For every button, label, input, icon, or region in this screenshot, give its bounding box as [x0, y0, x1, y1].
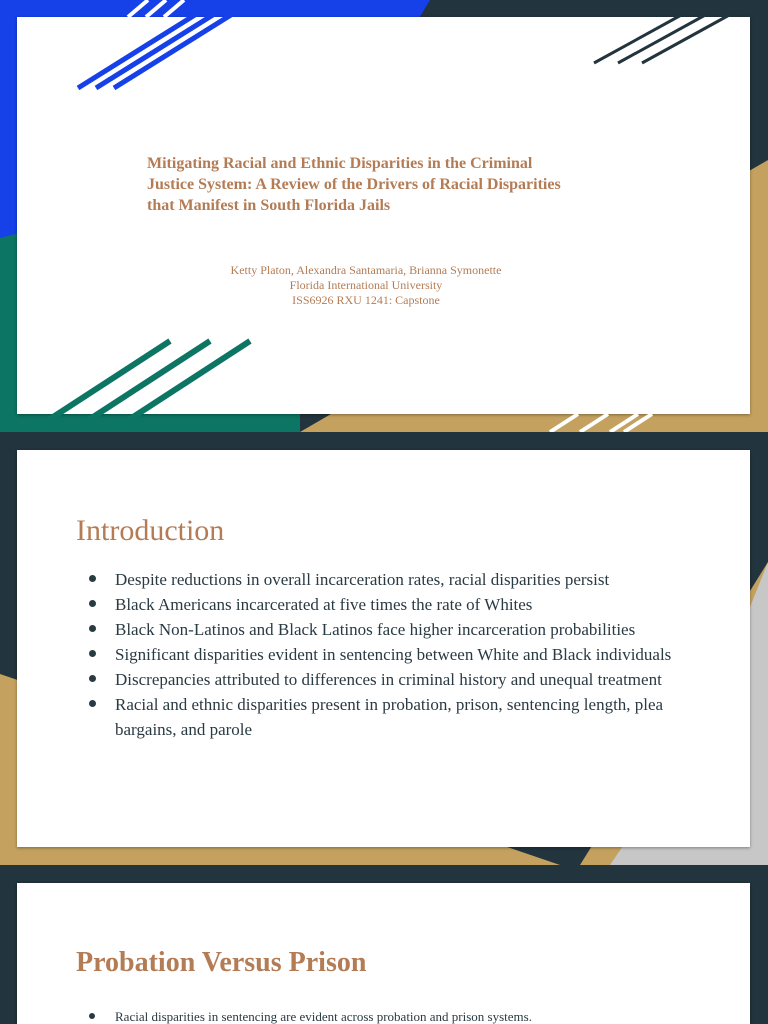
- bullet-icon: [89, 1013, 95, 1019]
- list-item: Black Non-Latinos and Black Latinos face higher incarceration probabilities: [76, 617, 676, 642]
- bullet-icon: [89, 575, 96, 582]
- introduction-bullet-list: [76, 567, 676, 742]
- probation-slide: [0, 865, 768, 1024]
- stripe-decorations: [0, 0, 768, 432]
- probation-heading: Probation Versus Prison: [76, 947, 367, 978]
- title-subtitle-block: [147, 263, 585, 308]
- course-line: ISS6926 RXU 1241: Capstone: [292, 293, 440, 307]
- list-item: Racial disparities in sentencing are evident across probation and prison systems.: [76, 1009, 676, 1024]
- bullet-icon: [89, 700, 96, 707]
- introduction-heading: Introduction: [76, 514, 225, 547]
- list-item: Discrepancies attributed to differences in criminal history and unequal treatment: [76, 667, 676, 692]
- bullet-icon: [89, 625, 96, 632]
- list-item: Significant disparities evident in sentencing between White and Black individuals: [76, 642, 676, 667]
- presentation-title: Mitigating Racial and Ethnic Disparities in the Criminal Justice System: A Review of the Drivers of Racial Disparities that Manifest in South Florida Jails: [147, 155, 561, 214]
- introduction-slide: [0, 432, 768, 865]
- bullet-icon: [89, 650, 96, 657]
- probation-bullet-list: [76, 1009, 676, 1024]
- bullet-icon: [89, 675, 96, 682]
- list-item: Black Americans incarcerated at five times the rate of Whites: [76, 592, 676, 617]
- authors-line: Ketty Platon, Alexandra Santamaria, Brianna Symonette: [230, 263, 502, 277]
- title-slide: [0, 0, 768, 432]
- list-item: Despite reductions in overall incarceration rates, racial disparities persist: [76, 567, 676, 592]
- bullet-icon: [89, 600, 96, 607]
- introduction-slide-card: [17, 450, 750, 847]
- probation-slide-card: [17, 883, 750, 1024]
- list-item: Racial and ethnic disparities present in probation, prison, sentencing length, plea bargains, and parole: [76, 692, 676, 742]
- university-line: Florida International University: [289, 278, 443, 292]
